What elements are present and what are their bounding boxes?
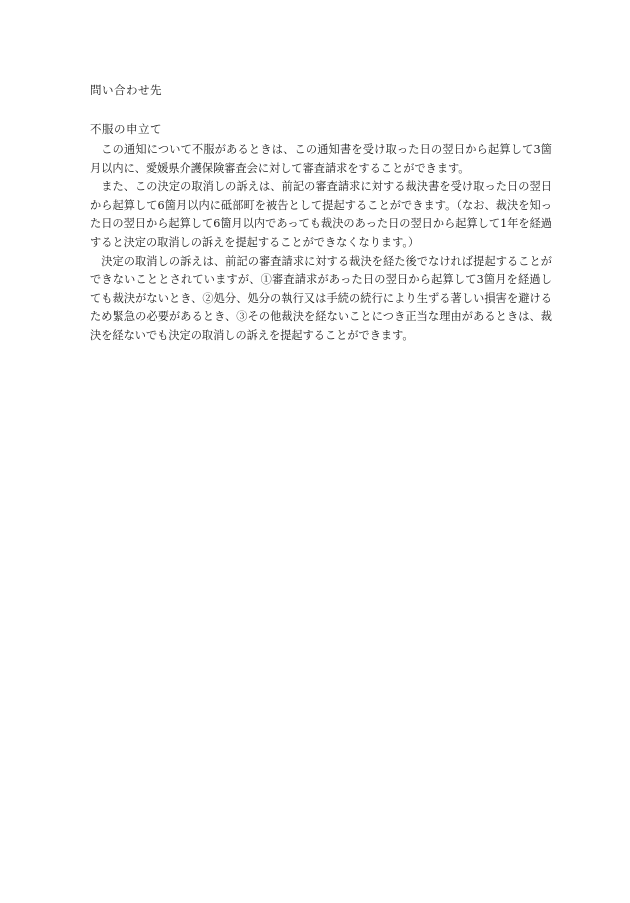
objection-section [90,121,552,346]
objection-paragraph-review-request: この通知について不服があるときは、この通知書を受け取った日の翌日から起算して3箇月以内に、愛媛県介護保険審査会に対して審査請求をすることができます。 [90,143,552,175]
contact-heading: 問い合わせ先 [90,83,162,97]
objection-paragraph-exceptions: 決定の取消しの訴えは、前記の審査請求に対する裁決を経た後でなければ提起することができないこととされていますが、①審査請求があった日の翌日から起算して3箇月を経過しても裁決がないとき、②処分、処分の執行又は手続の続行により生ずる著しい損害を避けるため緊急の必要があるとき、③その他裁決を経ないことにつき正当な理由があるときは、裁決を経ないでも決定の取消しの訴えを提起することができます。 [90,254,552,342]
objection-paragraph-revocation-suit: また、この決定の取消しの訴えは、前記の審査請求に対する裁決書を受け取った日の翌日から起算して6箇月以内に砥部町を被告として提起することができます。（なお、裁決を知った日の翌日から起算して6箇月以内であっても裁決のあった日の翌日から起算して1年を経過すると決定の取消しの訴えを提起することができなくなります。） [90,180,552,249]
objection-heading: 不服の申立て [90,122,162,136]
